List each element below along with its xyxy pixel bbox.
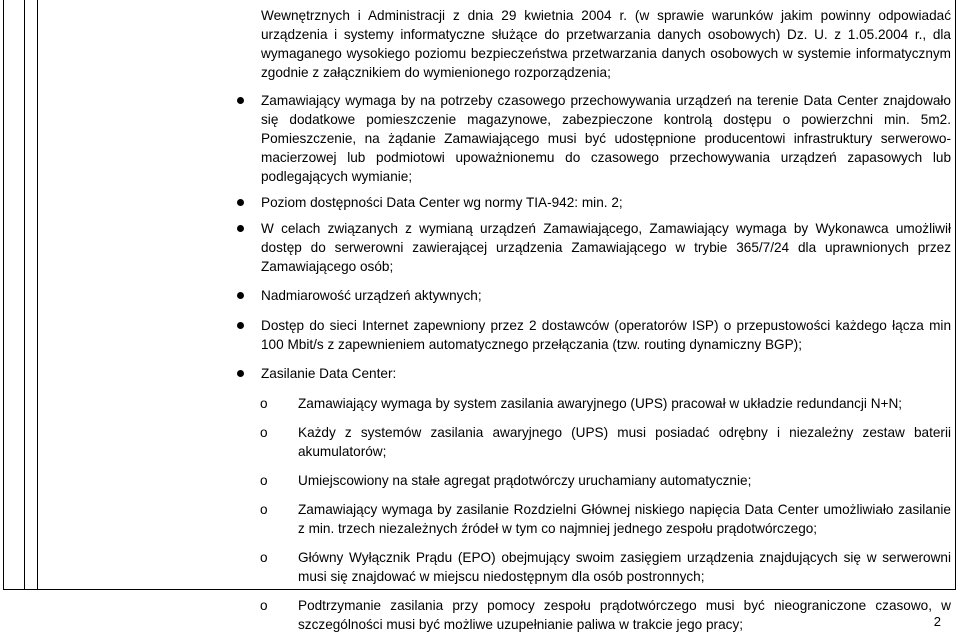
list-item <box>261 193 951 212</box>
sub-list-item-text: Każdy z systemów zasilania awaryjnego (UPS) musi posiadać odrębny i niezależny zestaw baterii akumulatorów; <box>298 425 951 459</box>
bullet-icon <box>237 292 244 299</box>
sub-list-item <box>260 548 951 586</box>
list-item <box>261 316 951 354</box>
circle-bullet-icon: o <box>260 502 268 517</box>
bullet-icon <box>237 322 244 329</box>
sub-list-item-text: Główny Wyłącznik Prądu (EPO) obejmujący swoim zasięgiem urządzenia znajdujących się w serwerowni musi się znajdować w miejscu niedostępnym dla osób postronnych; <box>298 550 951 584</box>
list-item <box>261 219 951 276</box>
bullet-icon <box>237 225 244 232</box>
bullet-icon <box>237 370 244 377</box>
sub-list <box>260 394 951 634</box>
list-item-text: Dostęp do sieci Internet zapewniony przez 2 dostawców (operatorów ISP) o przepustowości każdego łącza min 100 Mbit/s z zapewnieniem automatycznego przełączania (tzw. routing dynamiczny BGP); <box>261 318 951 352</box>
list-item-text: Nadmiarowość urządzeń aktywnych; <box>261 288 482 303</box>
circle-bullet-icon: o <box>260 425 268 440</box>
bullet-icon <box>237 199 244 206</box>
sub-list-item <box>260 500 951 538</box>
sub-list-item <box>260 394 951 413</box>
list-item-text: Zamawiający wymaga by na potrzeby czasowego przechowywania urządzeń na terenie Data Center znajdowało się dodatkowe pomieszczenie magazynowe, zabezpieczone kontrolą dostępu o powierzchni min. 5m2. Pomieszczenie, na żądanie Zamawiającego musi być udostępnione producentowi infrastruktury serwerowo-macierzowej lub podmiotowi upoważnionemu do czasowego przechowywania urządzeń zapasowych lub podlegających wymianie; <box>261 93 951 184</box>
document-content <box>261 6 951 634</box>
intro-paragraph: Wewnętrznych i Administracji z dnia 29 kwietnia 2004 r. (w sprawie warunków jakim powinny odpowiadać urządzenia i systemy informatyczne służące do przetwarzania danych osobowych) Dz. U. z 1.05.2004 r., dla wymaganego wysokiego poziomu bezpieczeństwa przetwarzania danych osobowych w systemie informatycznym zgodnie z załącznikiem do wymienionego rozporządzenia; <box>261 8 951 80</box>
sub-list-item-text: Zamawiający wymaga by system zasilania awaryjnego (UPS) pracował w układzie redundancji N+N; <box>298 396 903 411</box>
sub-list-item <box>260 596 951 634</box>
list-item <box>261 286 951 305</box>
list-item-text: W celach związanych z wymianą urządzeń Zamawiającego, Zamawiający wymaga by Wykonawca umożliwił dostęp do serwerowni zawierającej urządzenia Zamawiającego w trybie 365/7/24 dla uprawnionych przez Zamawiającego osób; <box>261 221 951 274</box>
column-divider <box>24 0 25 589</box>
page-number: 2 <box>933 614 941 629</box>
list-item <box>261 91 951 186</box>
list-item-text: Zasilanie Data Center: <box>261 366 397 381</box>
sub-list-item-text: Podtrzymanie zasilania przy pomocy zespołu prądotwórczego musi być nieograniczone czasowo, w szczególności musi być możliwe uzupełnianie paliwa w trakcie jego pracy; <box>298 598 951 632</box>
circle-bullet-icon: o <box>260 598 268 613</box>
circle-bullet-icon: o <box>260 473 268 488</box>
circle-bullet-icon: o <box>260 550 268 565</box>
list-item-text: Poziom dostępności Data Center wg normy TIA-942: min. 2; <box>261 195 623 210</box>
sub-list-item-text: Zamawiający wymaga by zasilanie Rozdzielni Głównej niskiego napięcia Data Center umożliwiało zasilanie z min. trzech niezależnych źródeł w tym co najmniej jednego zespołu prądotwórczego; <box>298 502 951 536</box>
bullet-icon <box>237 97 244 104</box>
column-divider <box>37 0 38 589</box>
sub-list-item <box>260 471 951 490</box>
circle-bullet-icon: o <box>260 396 268 411</box>
sub-list-item-text: Umiejscowiony na stałe agregat prądotwórczy uruchamiany automatycznie; <box>298 473 752 488</box>
list-item <box>261 364 951 383</box>
sub-list-item <box>260 423 951 461</box>
